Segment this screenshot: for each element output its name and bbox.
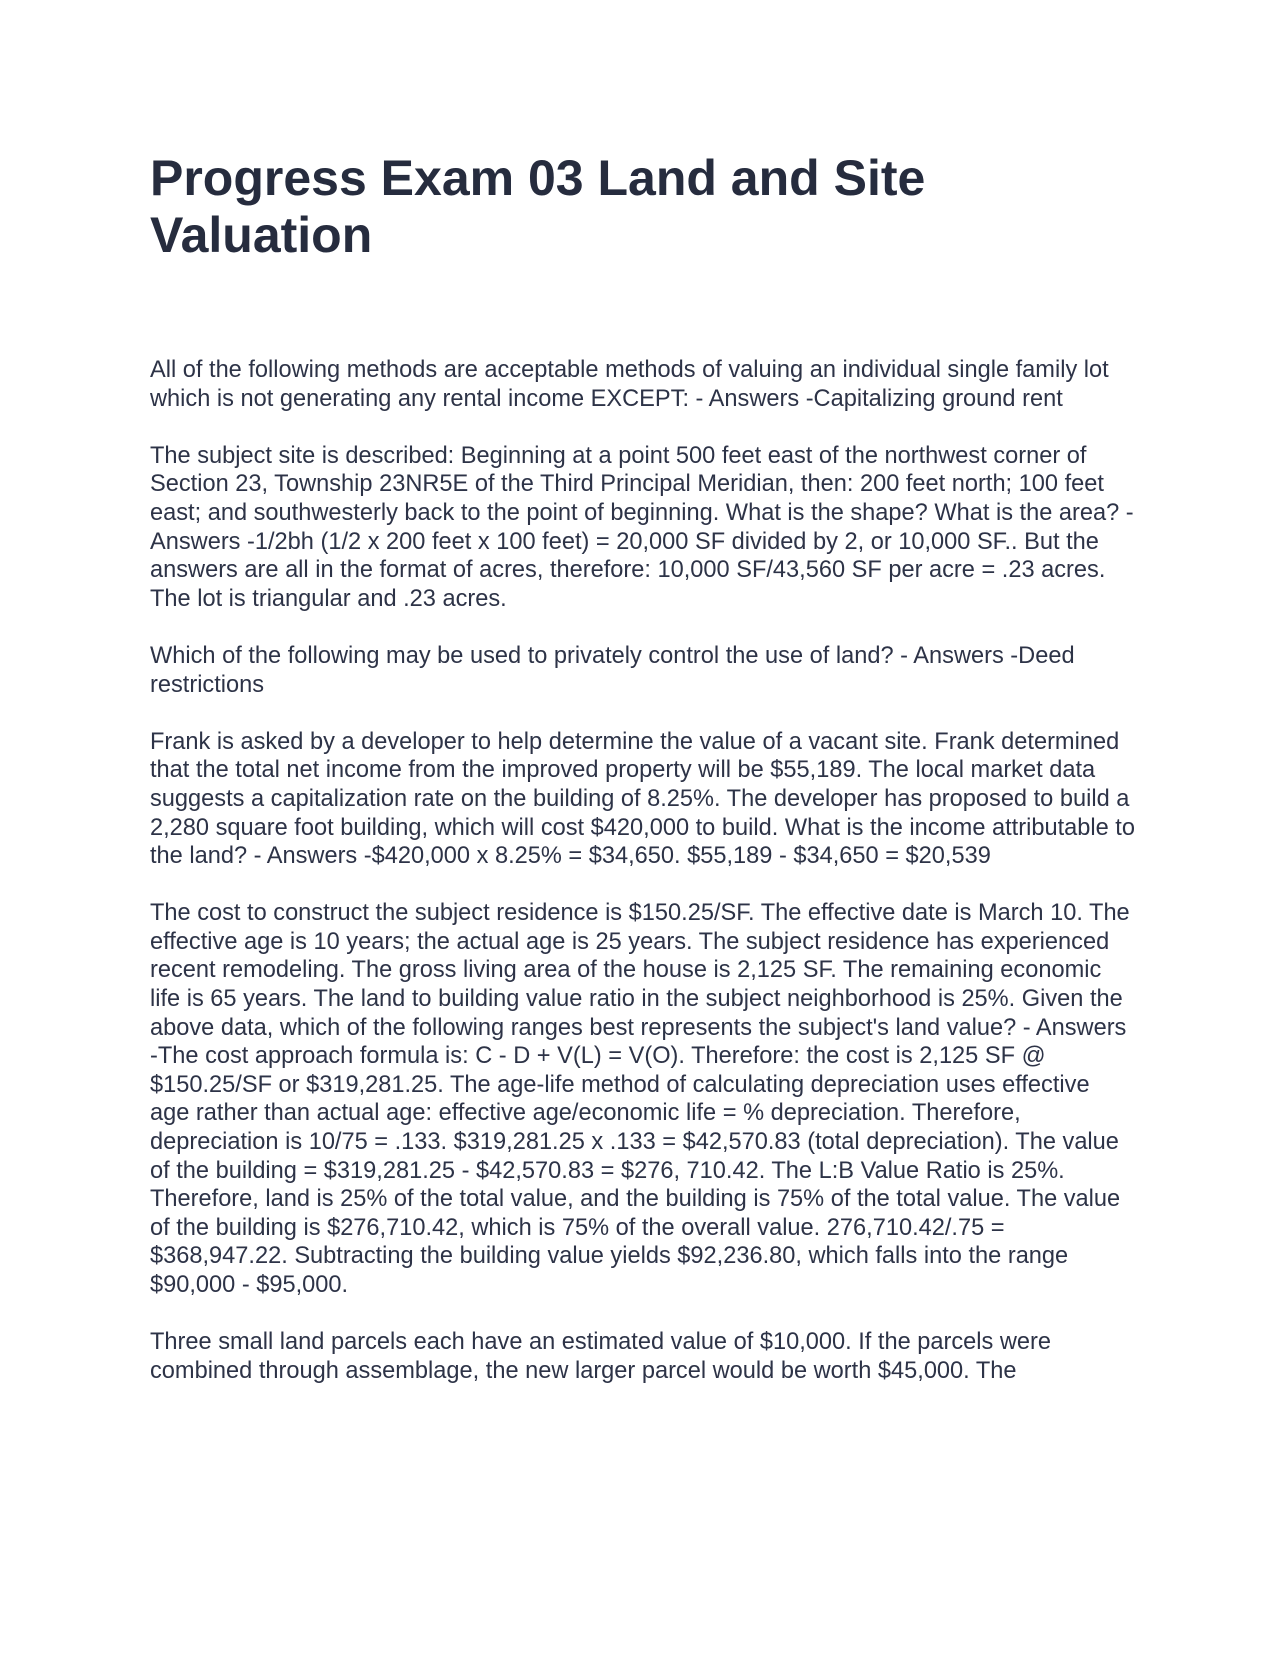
question-answer-paragraph: Three small land parcels each have an estimated value of $10,000. If the parcels were combined through assemblage, the new larger parcel would be worth $45,000. The [150,1329,1052,1384]
document-body [150,356,1135,1385]
question-answer-paragraph: Which of the following may be used to privately control the use of land? - Answers -Deed restrictions [150,642,1075,698]
question-answer-paragraph: Frank is asked by a developer to help determine the value of a vacant site. Frank determined that the total net income from the improved property will be $55,189. The local market data suggests a capitalization rate on the building of 8.25%. The developer has proposed to build a 2,280 square foot building, which will cost $420,000 to build. What is the income attributable to the land? - Answers -$420,000 x 8.25% = $34,650. $55,189 - $34,650 = $20,539 [150,728,1135,870]
document-title: Progress Exam 03 Land and Site Valuation [150,150,926,263]
question-answer-paragraph: The subject site is described: Beginning at a point 500 feet east of the northwest corner of Section 23, Township 23NR5E of the Third Principal Meridian, then: 200 feet north; 100 feet east; and southwesterly back to the point of beginning. What is the shape? What is the area? - Answers -1/2bh (1/2 x 200 feet x 100 feet) = 20,000 SF divided by 2, or 10,000 SF.. But the answers are all in the format of acres, therefore: 10,000 SF/43,560 SF per acre = .23 acres. The lot is triangular and .23 acres. [150,442,1134,612]
question-answer-paragraph: The cost to construct the subject residence is $150.25/SF. The effective date is March 10. The effective age is 10 years; the actual age is 25 years. The subject residence has experienced recent remodeling. The gross living area of the house is 2,125 SF. The remaining economic life is 65 years. The land to building value ratio in the subject neighborhood is 25%. Given the above data, which of the following ranges best represents the subject's land value? - Answers -The cost approach formula is: C - D + V(L) = V(O). Therefore: the cost is 2,125 SF @ $150.25/SF or $319,281.25. The age-life method of calculating depreciation uses effective age rather than actual age: effective age/economic life = % depreciation. Therefore, depreciation is 10/75 = .133. $319,281.25 x .133 = $42,570.83 (total depreciation). The value of the building = $319,281.25 - $42,570.83 = $276, 710.42. The L:B Value Ratio is 25%. Therefore, land is 25% of the total value, and the building is 75% of the total value. The value of the building is $276,710.42, which is 75% of the overall value. 276,710.42/.75 = $368,947.22. Subtracting the building value yields $92,236.80, which falls into the range $90,000 - $95,000. [150,900,1130,1298]
document-content [150,150,1135,1414]
question-answer-paragraph: All of the following methods are acceptable methods of valuing an individual single family lot which is not generating any rental income EXCEPT: - Answers -Capitalizing ground rent [150,357,1109,412]
